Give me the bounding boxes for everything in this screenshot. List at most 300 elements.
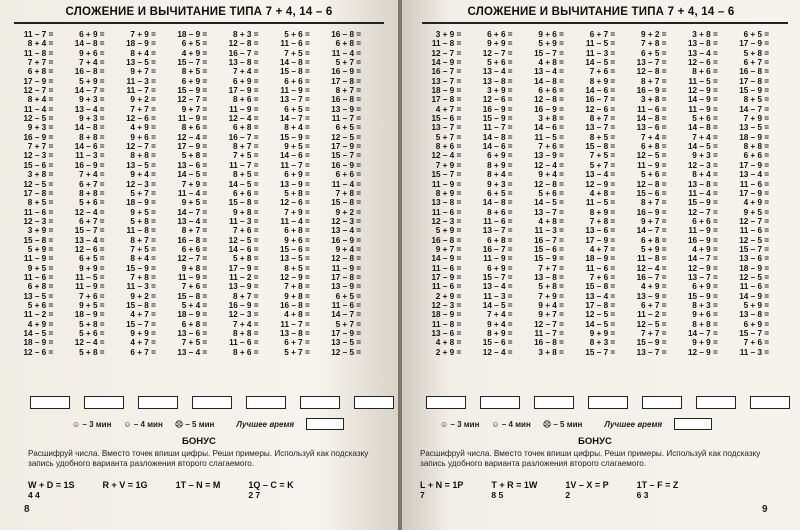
math-problem: 13 – 4 = [534,67,564,77]
math-problem: 12 – 6 = [74,244,105,254]
math-problem: 12 – 3 = [228,310,259,320]
math-problem: 12 – 5 = [739,235,770,245]
math-problem: 5 + 7 = [335,319,362,329]
math-problem: 6 + 7 = [284,338,310,348]
math-problem: 11 – 8 = [431,319,462,329]
math-problem: 12 – 5 = [23,114,54,124]
math-problem: 8 + 4 = [487,170,513,180]
math-problem: 15 – 8 = [126,300,156,310]
math-problem: 16 – 9 = [534,104,564,114]
math-problem: 12 – 9 = [687,263,718,273]
math-problem: 7 + 6 = [181,282,208,292]
problem-grid [10,30,369,357]
math-problem: 11 – 5 = [534,132,564,142]
math-problem: 12 – 7 = [177,95,208,105]
math-problem: 15 – 6 = [534,244,564,254]
math-problem: 12 – 5 = [331,132,362,142]
math-problem: 11 – 6 = [229,338,259,348]
math-problem: 8 + 9 = [589,207,616,217]
math-problem: 9 + 7 = [181,104,208,114]
math-problem: 9 + 7 = [130,67,156,77]
math-problem: 13 – 8 = [228,58,259,68]
title-rule [14,22,384,24]
math-problem: 16 – 8 = [431,235,462,245]
math-problem: 5 + 6 = [640,170,667,180]
page-number: 9 [762,504,768,515]
math-problem: 12 – 7 = [23,86,54,96]
math-problem: 11 – 6 = [431,263,462,273]
math-problem: 17 – 9 = [23,76,54,86]
math-problem: 9 + 3 = [79,114,105,124]
math-problem: 8 + 8 = [79,132,105,142]
math-problem: 5 + 6 = [284,30,310,39]
problem-column [61,30,112,357]
math-problem: 7 + 7 = [27,142,54,152]
math-problem: 7 + 6 = [79,291,105,301]
math-problem: 6 + 8 = [487,235,513,245]
math-problem: 9 + 7 = [435,244,462,254]
math-problem: 6 + 6 = [232,188,259,198]
math-problem: 12 – 7 = [534,319,564,329]
math-problem: 8 + 9 = [435,188,462,198]
math-problem: 13 – 4 = [177,216,208,226]
math-problem: 11 – 9 = [637,160,667,170]
math-problem: 12 – 5 = [585,310,616,320]
math-problem: 13 – 9 = [228,282,259,292]
math-problem: 11 – 8 = [126,226,156,236]
math-problem: 8 + 5 = [27,198,54,208]
math-problem: 9 + 2 = [130,291,156,301]
problem-column [469,30,520,357]
math-problem: 11 – 7 = [331,114,362,124]
math-problem: 7 + 6 = [589,272,616,282]
math-problem: 4 + 9 = [181,48,208,58]
math-problem: 13 – 8 = [687,39,718,49]
math-problem: 14 – 9 = [687,95,718,105]
puzzle-expression: 1T – N = M [175,480,221,490]
math-problem: 13 – 4 = [585,291,616,301]
time-boxes [426,396,800,409]
math-problem: 9 + 5 = [743,207,770,217]
math-problem: 13 – 8 = [534,272,564,282]
math-problem: 14 – 9 = [431,58,462,68]
math-problem: 16 – 7 = [482,244,513,254]
legend-4-min: ☺ – 4 мин [491,419,531,429]
math-problem: 15 – 9 = [687,198,718,208]
math-problem: 4 + 8 = [589,188,616,198]
math-problem: 14 – 8 = [636,114,667,124]
math-problem: 11 – 6 = [483,216,513,226]
math-problem: 14 – 6 = [585,86,616,96]
math-problem: 15 – 7 = [739,244,770,254]
math-problem: 16 – 9 = [23,132,54,142]
math-problem: 9 + 9 = [487,39,513,49]
math-problem: 6 + 9 = [487,263,513,273]
math-problem: 4 + 8 = [538,216,564,226]
math-problem: 5 + 8 = [181,151,208,161]
math-problem: 17 – 8 = [331,272,362,282]
math-problem: 13 – 4 = [331,226,362,236]
math-problem: 9 + 5 = [27,263,54,273]
math-problem: 7 + 7 = [640,329,667,338]
math-problem: 4 + 9 = [130,123,156,133]
math-problem: 9 + 8 = [181,263,208,273]
math-problem: 14 – 5 = [585,58,616,68]
math-problem: 17 – 9 = [739,39,770,49]
math-problem: 8 + 9 = [589,76,616,86]
math-problem: 3 + 9 = [435,30,462,39]
math-problem: 9 + 5 = [181,198,208,208]
math-problem: 7 + 5 = [232,151,259,161]
math-problem: 17 – 8 = [23,188,54,198]
math-problem: 14 – 8 = [482,198,513,208]
time-box[interactable] [84,396,124,409]
math-problem: 8 + 4 = [130,48,156,58]
math-problem: 4 + 9 = [640,282,667,292]
math-problem: 12 – 5 = [636,319,667,329]
puzzle-expression: T + R = 1W [491,480,538,490]
time-box[interactable] [192,396,232,409]
math-problem: 5 + 9 = [79,76,105,86]
time-box[interactable] [642,396,682,409]
math-problem: 12 – 8 = [534,179,564,189]
math-problem: 5 + 8 = [79,319,105,329]
math-problem: 11 – 9 = [431,179,462,189]
time-box[interactable] [300,396,340,409]
best-time-box[interactable] [306,418,344,430]
math-problem: 6 + 9 = [79,30,105,39]
math-problem: 8 + 5 = [284,263,310,273]
math-problem: 11 – 8 = [23,48,54,58]
time-box[interactable] [480,396,520,409]
problem-column [164,30,215,357]
math-problem: 12 – 8 = [636,67,667,77]
math-problem: 12 – 8 = [636,179,667,189]
math-problem: 9 + 9 = [79,263,105,273]
math-problem: 11 – 9 = [177,272,208,282]
math-problem: 3 + 8 = [538,347,564,357]
math-problem: 9 + 5 = [130,207,156,217]
math-problem: 16 – 9 = [74,160,105,170]
math-problem: 12 – 8 = [331,254,362,264]
math-problem: 12 – 6 = [687,58,718,68]
time-box[interactable] [750,396,790,409]
math-problem: 12 – 9 = [585,179,616,189]
math-problem: 13 – 5 = [126,160,156,170]
problem-column [418,30,469,357]
math-problem: 16 – 7 = [585,95,616,105]
puzzle-digits: 4 4 [28,490,40,500]
math-problem: 12 – 7 = [177,254,208,264]
math-problem: 12 – 8 = [534,95,564,105]
math-problem: 13 – 7 = [431,76,462,86]
math-problem: 14 – 7 = [739,104,770,114]
math-problem: 12 – 6 = [279,198,310,208]
math-problem: 6 + 5 = [335,291,362,301]
math-problem: 11 – 2 = [229,272,259,282]
math-problem: 9 + 8 = [232,207,259,217]
math-problem: 11 – 5 = [585,39,616,49]
math-problem: 5 + 7 = [335,58,362,68]
math-problem: 8 + 8 = [232,329,259,338]
problem-grid [418,30,777,357]
math-problem: 9 + 4 = [538,170,564,180]
math-problem: 11 – 9 = [483,254,513,264]
problem-column [572,30,623,357]
math-problem: 8 + 7 = [640,76,667,86]
puzzle [248,480,293,500]
math-problem: 12 – 9 = [687,347,718,357]
math-problem: 11 – 2 = [637,310,667,320]
math-problem: 8 + 9 = [487,160,513,170]
math-problem: 13 – 7 = [431,123,462,133]
math-problem: 16 – 9 = [331,160,362,170]
time-box[interactable] [534,396,574,409]
puzzle [565,480,608,500]
math-problem: 18 – 9 = [431,86,462,96]
math-problem: 12 – 5 = [739,272,770,282]
math-problem: 7 + 9 = [181,179,208,189]
math-problem: 6 + 5 = [284,104,310,114]
math-problem: 15 – 9 = [739,86,770,96]
problem-column [318,30,369,357]
math-problem: 14 – 7 = [74,86,105,96]
math-problem: 15 – 8 = [331,198,362,208]
math-problem: 11 – 3 = [75,151,105,161]
math-problem: 15 – 7 = [431,170,462,180]
math-problem: 7 + 5 = [589,151,616,161]
math-problem: 13 – 6 = [431,329,462,338]
puzzle-expression: 1V – X = P [565,480,609,490]
math-problem: 16 – 7 = [431,67,462,77]
math-problem: 6 + 8 = [335,39,362,49]
problem-column [726,30,777,357]
math-problem: 16 – 9 = [331,235,362,245]
math-problem: 11 – 7 = [23,30,54,39]
math-problem: 4 + 9 = [27,319,54,329]
math-problem: 5 + 9 = [27,244,54,254]
math-problem: 9 + 3 = [79,95,105,105]
math-problem: 11 – 9 = [23,254,54,264]
math-problem: 8 + 5 = [743,95,770,105]
math-problem: 12 – 3 = [431,300,462,310]
math-problem: 5 + 6 = [692,114,718,124]
math-problem: 7 + 7 = [27,58,54,68]
math-problem: 9 + 8 = [284,291,310,301]
puzzle-digits: 7 [420,490,425,500]
math-problem: 11 – 7 = [534,329,564,338]
math-problem: 5 + 7 = [130,188,156,198]
math-problem: 6 + 6 = [284,76,310,86]
math-problem: 18 – 9 = [23,338,54,348]
math-problem: 6 + 7 = [79,179,105,189]
math-problem: 8 + 3 = [232,30,259,39]
math-problem: 6 + 9 = [743,319,770,329]
math-problem: 3 + 8 = [640,95,667,105]
math-problem: 8 + 5 = [181,67,208,77]
math-problem: 17 – 8 = [431,95,462,105]
math-problem: 4 + 7 = [130,338,156,348]
math-problem: 14 – 7 = [331,310,362,320]
right-page [402,0,800,530]
math-problem: 15 – 8 = [585,282,616,292]
math-problem: 11 – 2 = [23,310,54,320]
math-problem: 14 – 5 = [177,170,208,180]
math-problem: 7 + 6 = [538,142,564,152]
title-rule [422,22,788,24]
math-problem: 9 + 4 = [335,244,362,254]
math-problem: 15 – 8 = [279,67,310,77]
math-problem: 15 – 9 = [482,114,513,124]
math-problem: 7 + 9 = [743,114,770,124]
math-problem: 12 – 7 = [482,48,513,58]
puzzle-digits: 2 [565,490,571,500]
puzzle-digits: 2 7 [248,490,261,500]
math-problem: 5 + 7 = [589,160,616,170]
problem-column [215,30,266,357]
math-problem: 11 – 6 = [637,104,667,114]
math-problem: 8 + 7 = [130,235,156,245]
time-box[interactable] [588,396,628,409]
legend-3-min: ☺ – 3 мин [72,419,112,429]
math-problem: 13 – 4 = [739,170,770,180]
math-problem: 11 – 3 = [585,48,616,58]
math-problem: 11 – 7 = [229,160,259,170]
math-problem: 11 – 6 = [739,179,770,189]
math-problem: 15 – 7 = [585,347,616,357]
math-problem: 9 + 9 = [589,329,616,338]
math-problem: 8 + 5 = [589,132,616,142]
page-number: 8 [24,504,30,515]
math-problem: 16 – 9 = [228,300,259,310]
math-problem: 7 + 9 = [284,207,310,217]
math-problem: 11 – 4 = [23,104,54,114]
math-problem: 11 – 6 = [739,282,770,292]
math-problem: 13 – 5 = [126,58,156,68]
math-problem: 16 – 7 = [228,48,259,58]
problem-column [113,30,164,357]
math-problem: 15 – 9 = [687,291,718,301]
problem-column [10,30,61,357]
math-problem: 14 – 5 = [482,300,513,310]
math-problem: 8 + 4 = [27,95,54,105]
math-problem: 9 + 6 = [284,235,310,245]
math-problem: 17 – 9 = [331,329,362,338]
math-problem: 11 – 4 = [280,216,310,226]
math-problem: 12 – 4 = [177,132,208,142]
best-time-box[interactable] [674,418,712,430]
math-problem: 12 – 9 = [687,86,718,96]
math-problem: 6 + 8 = [181,319,208,329]
math-problem: 7 + 8 = [640,39,667,49]
puzzle [176,480,221,500]
math-problem: 14 – 9 = [431,254,462,264]
math-problem: 8 + 6 = [181,123,208,133]
math-problem: 5 + 8 = [232,254,259,264]
math-problem: 11 – 4 = [331,179,362,189]
math-problem: 3 + 9 = [487,86,513,96]
time-box[interactable] [696,396,736,409]
puzzle [103,480,148,500]
time-box[interactable] [246,396,286,409]
math-problem: 12 – 5 = [23,179,54,189]
time-box[interactable] [426,396,466,409]
math-problem: 13 – 8 = [279,329,310,338]
math-problem: 17 – 9 = [177,142,208,152]
math-problem: 16 – 7 = [228,132,259,142]
math-problem: 14 – 6 = [279,151,310,161]
math-problem: 6 + 7 = [640,300,667,310]
math-problem: 5 + 4 = [181,300,208,310]
math-problem: 13 – 5 = [23,291,54,301]
math-problem: 6 + 9 = [181,76,208,86]
math-problem: 14 – 7 = [636,226,667,236]
time-box[interactable] [30,396,70,409]
math-problem: 8 + 3 = [692,300,718,310]
page-title: СЛОЖЕНИЕ И ВЫЧИТАНИЕ ТИПА 7 + 4, 14 – 6 [65,6,333,18]
time-box[interactable] [138,396,178,409]
math-problem: 16 – 8 = [331,95,362,105]
time-box[interactable] [354,396,394,409]
page-title: СЛОЖЕНИЕ И ВЫЧИТАНИЕ ТИПА 7 + 4, 14 – 6 [467,6,735,18]
math-problem: 7 + 4 = [487,310,513,320]
math-problem: 9 + 7 = [538,310,564,320]
math-problem: 6 + 9 = [487,151,513,161]
math-problem: 13 – 9 = [636,291,667,301]
math-problem: 5 + 6 = [487,58,513,68]
math-problem: 7 + 8 = [589,216,616,226]
math-problem: 13 – 7 = [534,207,564,217]
math-problem: 11 – 5 = [585,198,616,208]
math-problem: 11 – 6 = [331,300,362,310]
math-problem: 7 + 9 = [130,30,156,39]
math-problem: 13 – 4 = [177,347,208,357]
math-problem: 8 + 6 = [232,347,259,357]
math-problem: 15 – 8 = [228,198,259,208]
math-problem: 13 – 5 = [331,338,362,348]
problem-column [266,30,317,357]
math-problem: 11 – 7 = [483,123,513,133]
math-problem: 6 + 5 = [743,30,770,39]
math-problem: 18 – 9 = [126,39,156,49]
math-problem: 11 – 4 = [331,48,362,58]
math-problem: 13 – 4 = [74,104,105,114]
math-problem: 12 – 3 = [23,151,54,161]
math-problem: 7 + 7 = [130,104,156,114]
math-problem: 9 + 2 = [335,207,362,217]
math-problem: 9 + 2 = [130,95,156,105]
math-problem: 11 – 9 = [688,226,718,236]
math-problem: 18 – 9 = [739,132,770,142]
math-problem: 17 – 8 = [585,300,616,310]
math-problem: 5 + 8 = [130,216,156,226]
math-problem: 9 + 9 = [692,338,718,348]
math-problem: 6 + 9 = [232,76,259,86]
math-problem: 14 – 8 = [534,76,564,86]
math-problem: 6 + 7 = [743,58,770,68]
math-problem: 9 + 4 = [538,300,564,310]
math-problem: 6 + 6 = [487,30,513,39]
math-problem: 17 – 9 = [739,188,770,198]
math-problem: 6 + 8 = [27,282,54,292]
math-problem: 11 – 9 = [280,86,310,96]
math-problem: 12 – 3 = [126,179,156,189]
math-problem: 6 + 9 = [692,282,718,292]
math-problem: 14 – 8 = [687,123,718,133]
math-problem: 14 – 5 = [687,142,718,152]
math-problem: 11 – 5 = [75,272,105,282]
math-problem: 12 – 4 = [431,151,462,161]
